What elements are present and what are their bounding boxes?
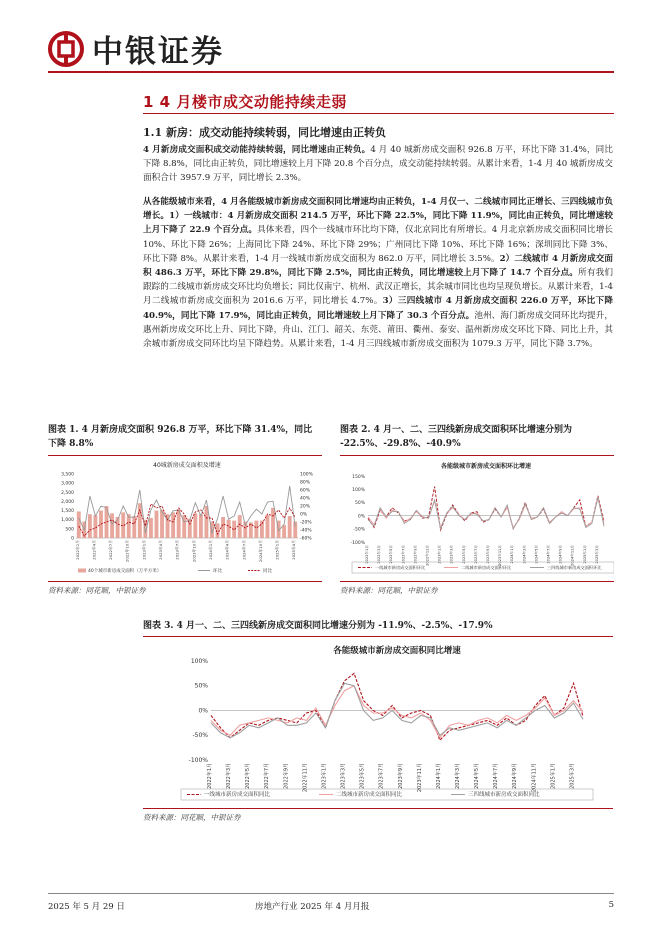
footer-page: 5 xyxy=(608,900,614,910)
chart1-xtick: 2022年10月 xyxy=(124,540,130,563)
fig3-rule-bottom xyxy=(143,808,613,809)
para2-b2: 2）二线城市 4 月新房成交面积 486.3 万平，环比下降 29.8%，同比下降 2.5%，同比由正转负，同比增速较上月下降了 14.7 个百分点。 xyxy=(143,253,613,279)
chart1-bar xyxy=(238,515,242,538)
para2-t3: 池州、海门新房成交同环比均提升，惠州新房成交环比上升、同比下降，舟山、江门、韶关、东莞、莆田、衢州、泰安、温州新房成交环比下降、同比上升，其余城市新房成交同环比均呈下降趋势。从累计来看，1-4 月三四线城市新房成交面积为 1079.3 万平，同比下降 3.7%。 xyxy=(143,310,613,350)
chart1-bar xyxy=(110,513,114,538)
chart2-legend-2: 二线城市新房成交面积环比 xyxy=(461,565,512,570)
chart3-xtick: 2024年9月 xyxy=(512,763,519,789)
chart2-xtick: 2025年3月 xyxy=(594,545,599,564)
chart1-bar xyxy=(149,518,153,538)
section-divider xyxy=(143,113,614,114)
chart2-ytick: 100% xyxy=(352,488,365,493)
section-title: 1 4 月楼市成交动能持续走弱 xyxy=(143,93,347,111)
paragraph-1 xyxy=(143,143,613,186)
fig2-rule-bottom xyxy=(340,581,614,582)
chart2-xtick: 2024年3月 xyxy=(522,545,527,564)
footer-date: 2025 年 5 月 29 日 xyxy=(48,902,125,912)
para2-t2: 所有我们跟踪的二线城市新房成交环比均负增长；同比仅南宁、杭州、武汉正增长，其余城市同比也均呈现负增长。从累计来看，1-4 月二线城市新房成交面积为 2016.6 万平，同比增长 4.7%。 xyxy=(143,268,613,307)
chart1-y2tick: -60% xyxy=(300,536,312,542)
chart3-xtick: 2024年3月 xyxy=(455,763,461,789)
chart2-legend-1: 一线城市新房成交面积环比 xyxy=(375,565,426,570)
fig1-source: 资料来源：同花顺，中银证券 xyxy=(48,586,146,595)
chart1-y2tick: 60% xyxy=(300,488,311,494)
chart1-ytick: 3,000 xyxy=(61,481,74,487)
chart3-xtick: 2022年5月 xyxy=(245,763,252,789)
chart2-legend-3: 三四线城市新房成交面积环比 xyxy=(547,565,602,570)
chart2-xtick: 2022年7月 xyxy=(401,545,406,564)
chart1-y2tick: 0% xyxy=(300,512,308,518)
chart2-xtick: 2023年3月 xyxy=(449,545,454,564)
fig3-source: 资料来源：同花顺，中银证券 xyxy=(143,813,241,822)
chart3-xtick: 2025年3月 xyxy=(569,763,576,789)
chart3-xtick: 2022年3月 xyxy=(226,763,233,789)
chart1-legend-bar: 40个城市新房成交面积（万平方米） xyxy=(88,569,162,574)
para1-body: 4 月 40 城新房成交面积 926.8 万平，环比下降 31.4%，同比下降 8.8%，同比由正转负，同比增速较上月下降 20.8 个百分点，成交动能持续转弱。从累计来看，1-4 月 40 城新房成交面积合计 3957.9 万平，同比增长 2.3%。 xyxy=(143,145,613,184)
chart1-y2tick: -20% xyxy=(300,520,312,526)
chart3-xtick: 2023年1月 xyxy=(321,763,328,789)
chart-mom-growth xyxy=(340,458,614,580)
chart3-ytick: 100% xyxy=(190,657,208,665)
chart2-xtick: 2022年5月 xyxy=(389,545,394,564)
chart2-xtick: 2023年7月 xyxy=(473,545,478,564)
fig2-source: 资料来源：同花顺，中银证券 xyxy=(340,586,438,595)
chart1-xtick: 2024年10月 xyxy=(257,540,263,563)
fig3-rule xyxy=(143,636,613,637)
chart3-xtick: 2024年7月 xyxy=(493,763,500,789)
chart2-ytick: -100% xyxy=(350,540,365,546)
chart2-series-1 xyxy=(368,487,604,530)
chart2-xtick: 2023年5月 xyxy=(461,545,466,564)
chart2-xtick: 2023年9月 xyxy=(486,545,490,564)
fig1-rule-bottom xyxy=(48,581,322,582)
para2-b3: 3）三四线城市 4 月新房成交面积 226.0 万平，环比下降 40.9%，同比下降 17.9%，同比由正转负，同比增速较上月下降了 30.3 个百分点。 xyxy=(143,296,613,321)
chart1-bar xyxy=(271,508,275,538)
para2-t1: 具体来看，四个一线城市环比均下降，仅北京同比有所增长。4 月北京新房成交面积同比增长 10%、环比下降 26%；上海同比下降 24%、环比下降 29%；广州同比下降 10%、环比下降 16%；深圳同比下降 3%、环比下降 8%。从累计来看，1-4 月一线城市新房成交面积为 862.0 万平，同比增长 3.5%。 xyxy=(143,225,614,264)
chart2-series-3 xyxy=(368,497,604,529)
chart1-legend-yoy: 同比 xyxy=(263,569,272,574)
chart1-y2tick: -40% xyxy=(300,528,312,534)
paragraph-2 xyxy=(143,195,613,351)
chart2-xtick: 2024年5月 xyxy=(534,545,539,564)
footer-title: 房地产行业 2025 年 4 月月报 xyxy=(255,902,370,912)
chart2-xtick: 2023年1月 xyxy=(437,545,442,564)
chart3-xtick: 2022年7月 xyxy=(264,763,271,789)
chart3-xtick: 2022年9月 xyxy=(283,763,290,789)
chart1-xtick: 2025年1月 xyxy=(274,540,280,560)
chart2-xtick: 2024年7月 xyxy=(546,545,551,564)
chart3-xtick: 2022年11月 xyxy=(302,763,309,793)
chart3-ytick: -100% xyxy=(188,756,208,764)
chart1-xtick: 2022年1月 xyxy=(74,540,80,560)
chart3-title: 各能级城市新房成交面积同比增速 xyxy=(333,646,461,656)
chart1-xtick: 2024年1月 xyxy=(208,540,213,560)
chart1-bar xyxy=(138,503,142,538)
chart1-bar xyxy=(171,512,175,538)
chart3-xtick: 2024年1月 xyxy=(435,763,442,789)
chart1-legend-swatch-bar xyxy=(78,569,86,573)
chart1-xtick: 2024年4月 xyxy=(224,540,230,560)
chart3-xtick: 2024年11月 xyxy=(531,763,538,793)
chart1-bar xyxy=(288,516,292,538)
chart3-legend-3: 三四线城市新房成交面积同比 xyxy=(468,792,540,798)
chart3-ytick: -50% xyxy=(192,732,208,740)
chart3-xtick: 2023年11月 xyxy=(416,763,423,793)
chart-new-home-area xyxy=(48,458,322,580)
chart1-y2tick: 100% xyxy=(300,472,313,478)
chart1-ytick: 1,500 xyxy=(61,509,74,515)
chart1-xtick: 2023年1月 xyxy=(141,540,147,560)
chart-yoy-growth xyxy=(143,639,613,807)
chart2-xtick: 2023年11月 xyxy=(498,545,503,566)
fig2-caption: 图表 2. 4 月一、二、三四线新房成交面积环比增速分别为 -22.5%、-29.8%、-40.9% xyxy=(340,425,573,449)
chart3-series-2 xyxy=(211,686,583,738)
chart1-xtick: 2023年4月 xyxy=(158,540,163,560)
footer-divider xyxy=(48,893,614,894)
chart3-ytick: 0% xyxy=(198,707,208,715)
chart3-xtick: 2023年9月 xyxy=(397,763,404,789)
chart1-bar xyxy=(282,525,286,538)
chart1-bar xyxy=(227,520,231,538)
chart1-ytick: 0 xyxy=(71,536,74,542)
chart1-ytick: 500 xyxy=(65,527,74,533)
chart1-xtick: 2022年4月 xyxy=(91,540,97,560)
chart1-bar xyxy=(221,517,225,538)
chart2-xtick: 2022年1月 xyxy=(365,545,369,564)
chart1-bar xyxy=(127,514,131,538)
chart1-y2tick: 80% xyxy=(300,480,311,486)
chart3-xtick: 2025年1月 xyxy=(550,763,557,789)
chart3-xtick: 2023年7月 xyxy=(378,763,385,789)
chart1-bar xyxy=(266,515,270,538)
chart2-xtick: 2024年1月 xyxy=(510,545,515,564)
chart2-xtick: 2022年11月 xyxy=(425,545,430,566)
chart2-xtick: 2022年3月 xyxy=(377,545,382,564)
fig1-caption: 图表 1. 4 月新房成交面积 926.8 万平，环比下降 31.4%，同比下降 8.8% xyxy=(48,425,313,449)
fig1-rule xyxy=(48,455,322,456)
chart3-xtick: 2023年3月 xyxy=(340,763,347,789)
chart1-bar xyxy=(254,521,258,538)
chart3-legend-1: 一线城市新房成交面积同比 xyxy=(204,792,271,798)
chart2-xtick: 2025年1月 xyxy=(582,545,587,564)
chart1-xtick: 2022年7月 xyxy=(108,540,114,560)
chart1-bar xyxy=(88,514,92,538)
chart1-bar xyxy=(199,514,203,538)
fig2-rule xyxy=(340,455,614,456)
chart1-bar xyxy=(77,511,81,538)
subsection-title: 1.1 新房：成交动能持续转弱，同比增速由正转负 xyxy=(143,126,386,139)
chart3-xtick: 2024年5月 xyxy=(474,763,481,789)
chart2-ytick: -50% xyxy=(353,527,365,533)
chart3-ytick: 50% xyxy=(194,682,208,690)
company-name: 中银证券 xyxy=(92,34,224,70)
chart1-ytick: 2,500 xyxy=(61,490,74,496)
chart1-xtick: 2023年10月 xyxy=(191,540,197,563)
chart1-title: 40城新房成交面积及增速 xyxy=(153,462,221,469)
chart1-xtick: 2025年4月 xyxy=(291,540,297,560)
chart1-y2tick: 40% xyxy=(300,496,311,502)
para2-b1: 从各能级城市来看，4 月各能级城市新房成交面积同比增速均由正转负，1-4 月仅一、二线城市同比正增长、三四线城市负增长。1）一线城市：4 月新房成交面积 214.5 万平，环比下降 22.5%，同比下降 11.9%，同比由正转负，同比增速较上月下降了 22.9 个百分点。 xyxy=(143,197,613,236)
boc-logo-icon xyxy=(48,31,84,67)
header-divider xyxy=(48,71,614,73)
chart1-bar xyxy=(132,516,136,538)
chart3-xtick: 2022年1月 xyxy=(207,763,213,789)
chart2-series-2 xyxy=(368,498,604,527)
chart2-ytick: 0% xyxy=(357,514,365,520)
para1-lead: 4 月新房成交面积成交动能持续转弱，同比增速由正转负。 xyxy=(143,145,371,155)
chart2-ytick: 50% xyxy=(354,501,365,507)
chart2-xtick: 2024年9月 xyxy=(558,545,563,564)
chart1-bar xyxy=(193,513,197,538)
chart1-xtick: 2024年7月 xyxy=(241,540,247,560)
chart2-title: 各能级城市新房成交面积环比增速 xyxy=(440,463,532,470)
chart2-xtick: 2024年11月 xyxy=(570,545,575,566)
chart1-xtick: 2023年7月 xyxy=(174,540,180,560)
chart1-legend-mom: 环比 xyxy=(213,569,222,574)
chart3-legend-2: 二线城市新房成交面积同比 xyxy=(336,792,403,798)
chart1-ytick: 1,000 xyxy=(61,518,74,524)
chart1-ytick: 3,500 xyxy=(61,472,74,478)
company-logo xyxy=(48,26,224,71)
chart1-y2tick: 20% xyxy=(300,504,311,510)
chart3-series-1 xyxy=(211,673,583,740)
fig3-caption: 图表 3. 4 月一、二、三四线新房成交面积同比增速分别为 -11.9%、-2.5%、-17.9% xyxy=(143,621,493,631)
chart1-ytick: 2,000 xyxy=(61,499,74,505)
chart1-bar xyxy=(155,511,159,538)
chart2-ytick: 150% xyxy=(352,474,365,480)
chart2-xtick: 2022年9月 xyxy=(413,545,418,564)
chart3-xtick: 2023年5月 xyxy=(359,763,366,789)
